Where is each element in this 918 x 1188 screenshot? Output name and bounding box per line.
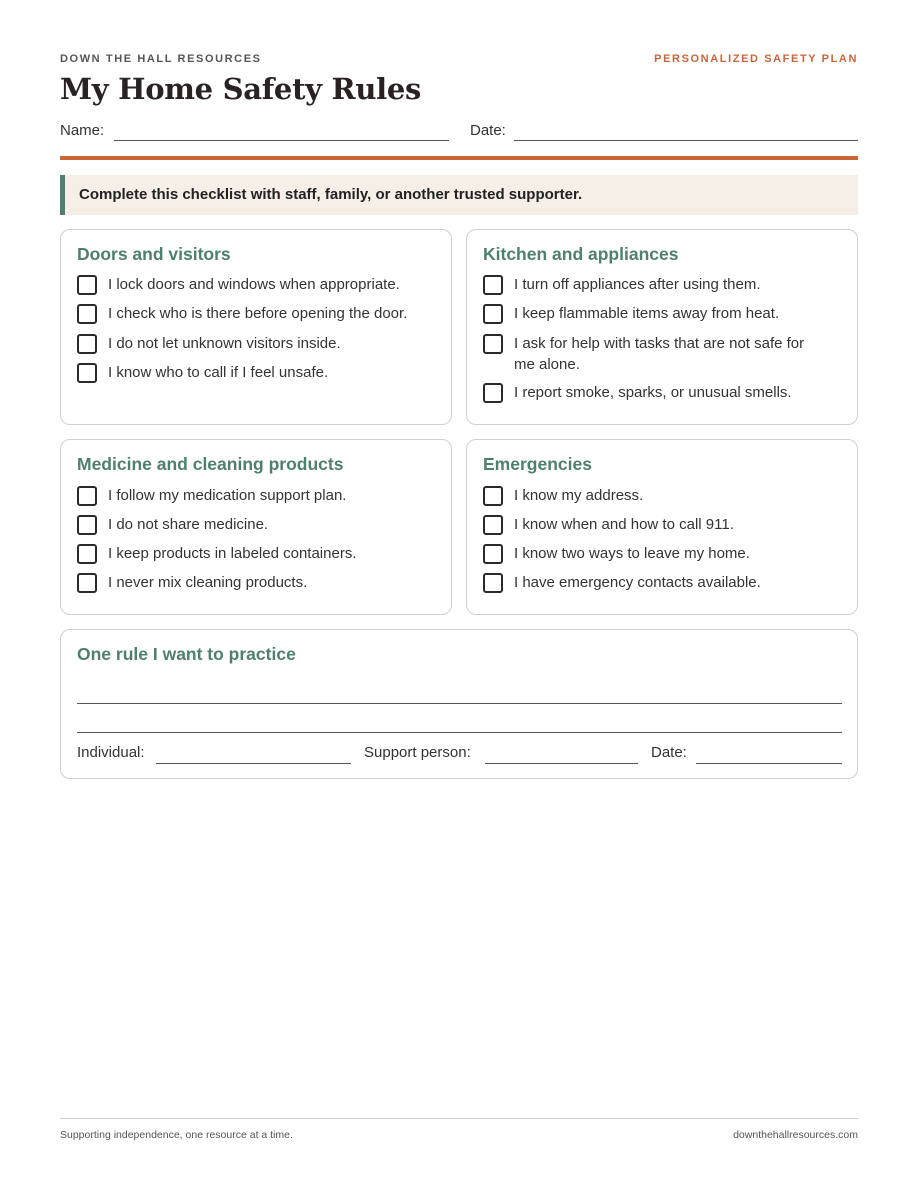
checkbox[interactable] bbox=[483, 334, 503, 354]
checkbox[interactable] bbox=[483, 486, 503, 506]
checklist-item: I report smoke, sparks, or unusual smells. bbox=[483, 382, 828, 403]
checklist-item: I turn off appliances after using them. bbox=[483, 274, 828, 295]
checklist-item: I follow my medication support plan. bbox=[77, 485, 437, 506]
checklist-item: I know my address. bbox=[483, 485, 828, 506]
checklist-item: I know two ways to leave my home. bbox=[483, 543, 828, 564]
section-doors-and-visitors bbox=[60, 229, 452, 425]
checkbox[interactable] bbox=[77, 573, 97, 593]
section-title: Medicine and cleaning products bbox=[77, 454, 344, 474]
name-label: Name: bbox=[60, 122, 105, 139]
practice-writing-line[interactable] bbox=[77, 732, 842, 733]
checkbox[interactable] bbox=[483, 515, 503, 535]
checkbox[interactable] bbox=[483, 383, 503, 403]
name-date-row bbox=[60, 120, 858, 142]
checkbox[interactable] bbox=[77, 334, 97, 354]
checklist-item: I do not share medicine. bbox=[77, 514, 437, 535]
checklist-item: I ask for help with tasks that are not safe for me alone. bbox=[483, 333, 828, 375]
checkbox[interactable] bbox=[483, 275, 503, 295]
footer-website: downthehallresources.com bbox=[733, 1129, 858, 1141]
footer-divider bbox=[60, 1118, 858, 1119]
checklist-item: I know when and how to call 911. bbox=[483, 514, 828, 535]
date-label: Date: bbox=[470, 122, 506, 139]
checkbox[interactable] bbox=[483, 304, 503, 324]
instruction-banner bbox=[60, 175, 858, 215]
checkbox[interactable] bbox=[77, 304, 97, 324]
practice-rule-section bbox=[60, 629, 858, 779]
support-person-signature-field[interactable] bbox=[485, 763, 638, 764]
section-title: Doors and visitors bbox=[77, 244, 231, 264]
checklist-item: I keep flammable items away from heat. bbox=[483, 303, 828, 324]
checkbox[interactable] bbox=[77, 515, 97, 535]
practice-date-label: Date: bbox=[651, 744, 687, 761]
date-field[interactable] bbox=[514, 140, 858, 141]
footer-tagline: Supporting independence, one resource at a time. bbox=[60, 1129, 293, 1141]
practice-date-field[interactable] bbox=[696, 763, 842, 764]
checklist-item: I have emergency contacts available. bbox=[483, 572, 828, 593]
worksheet-page bbox=[60, 0, 858, 1188]
checkbox[interactable] bbox=[483, 573, 503, 593]
checkbox[interactable] bbox=[77, 486, 97, 506]
individual-label: Individual: bbox=[77, 744, 145, 761]
section-title: Kitchen and appliances bbox=[483, 244, 679, 264]
plan-label: PERSONALIZED SAFETY PLAN bbox=[654, 53, 858, 65]
accent-divider bbox=[60, 156, 858, 160]
section-title: One rule I want to practice bbox=[77, 644, 296, 664]
name-field[interactable] bbox=[114, 140, 449, 141]
section-title: Emergencies bbox=[483, 454, 592, 474]
checklist-item: I check who is there before opening the door. bbox=[77, 303, 437, 324]
individual-signature-field[interactable] bbox=[156, 763, 351, 764]
instruction-text: Complete this checklist with staff, family, or another trusted supporter. bbox=[79, 186, 583, 203]
checklist-item: I do not let unknown visitors inside. bbox=[77, 333, 437, 354]
brand-name: DOWN THE HALL RESOURCES bbox=[60, 53, 262, 65]
checklist-item: I never mix cleaning products. bbox=[77, 572, 437, 593]
checklist-item: I know who to call if I feel unsafe. bbox=[77, 362, 437, 383]
section-medicine-and-cleaning bbox=[60, 439, 452, 615]
page-title: My Home Safety Rules bbox=[60, 72, 422, 106]
checkbox[interactable] bbox=[483, 544, 503, 564]
checkbox[interactable] bbox=[77, 363, 97, 383]
checklist-item: I lock doors and windows when appropriate. bbox=[77, 274, 437, 295]
support-person-label: Support person: bbox=[364, 744, 471, 761]
practice-writing-line[interactable] bbox=[77, 703, 842, 704]
section-kitchen-and-appliances bbox=[466, 229, 858, 425]
checkbox[interactable] bbox=[77, 275, 97, 295]
checklist-item: I keep products in labeled containers. bbox=[77, 543, 437, 564]
section-emergencies bbox=[466, 439, 858, 615]
checkbox[interactable] bbox=[77, 544, 97, 564]
